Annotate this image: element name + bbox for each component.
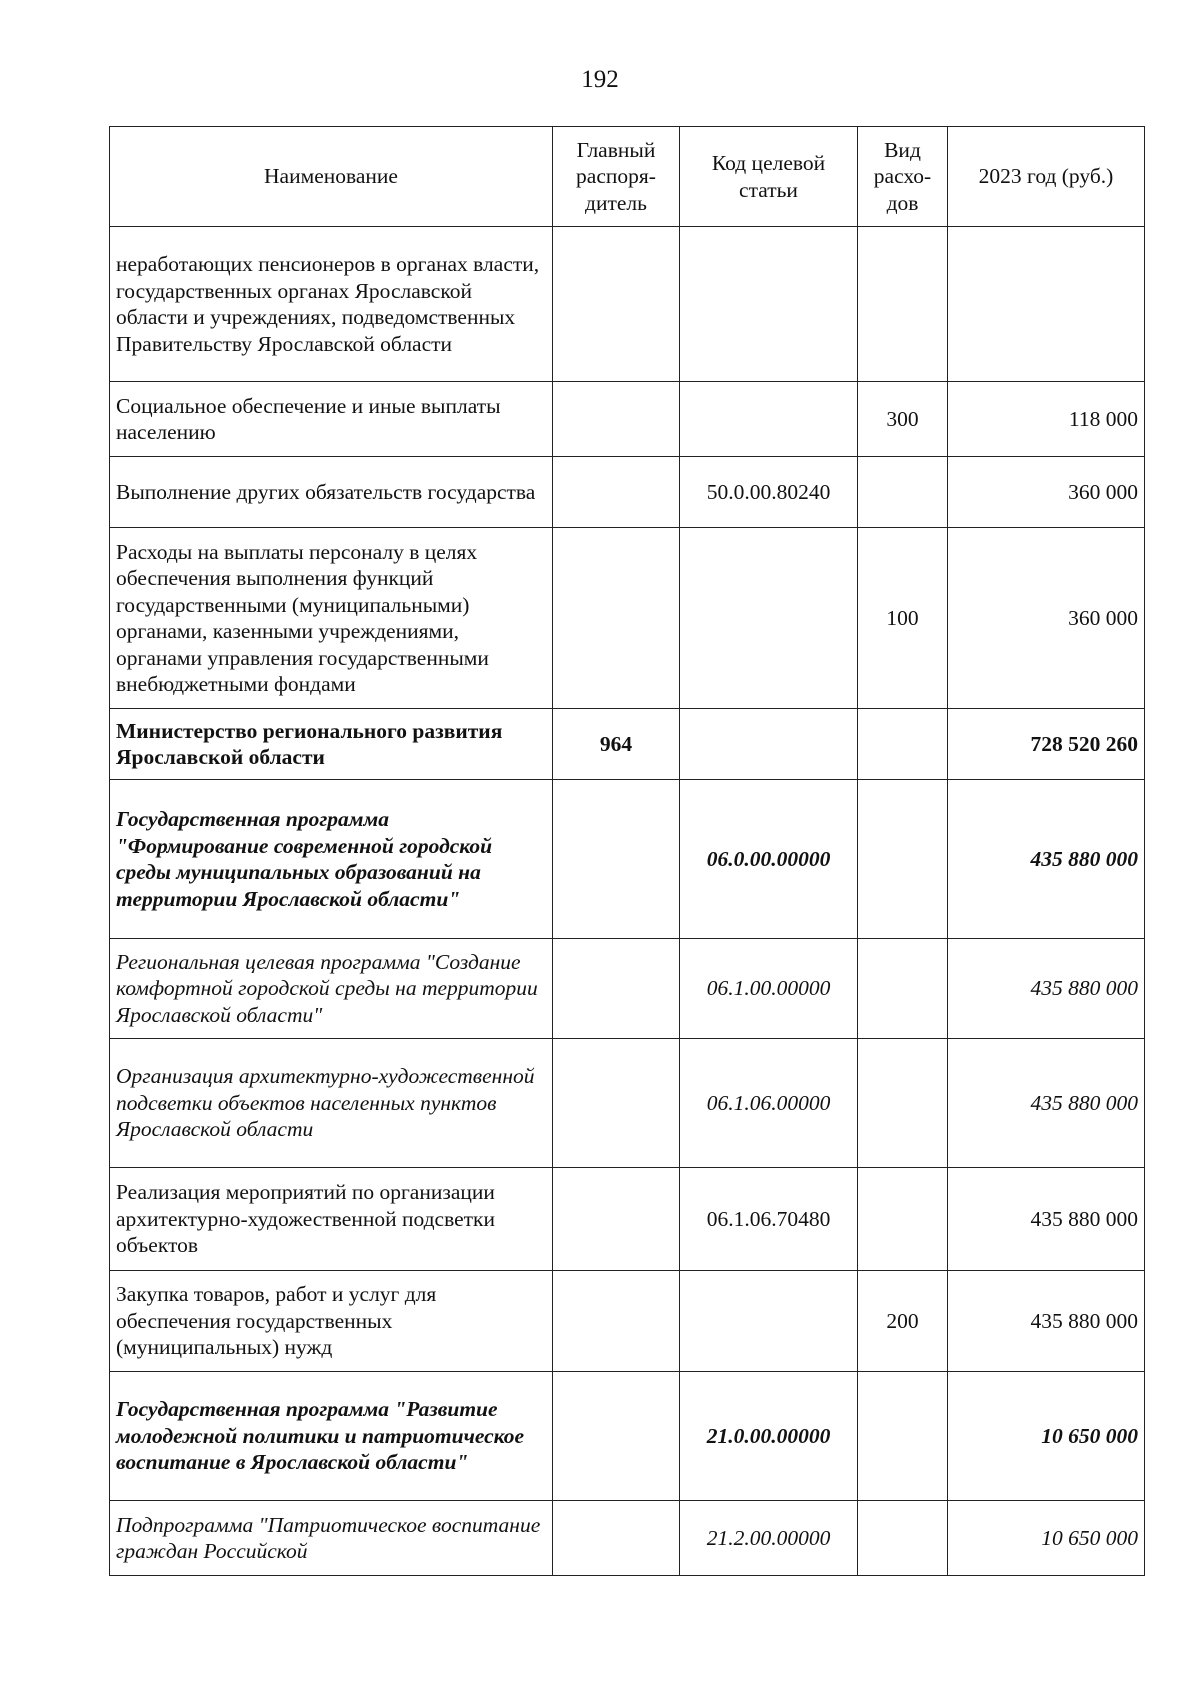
cell-amount (948, 227, 1145, 382)
cell-code (680, 709, 858, 780)
cell-amount: 10 650 000 (948, 1372, 1145, 1501)
cell-name: Социальное обеспечение и иные выплаты населению (110, 382, 553, 457)
cell-grbs (553, 1372, 680, 1501)
cell-name: Выполнение других обязательств государства (110, 457, 553, 528)
cell-code (680, 227, 858, 382)
table-row (110, 1168, 1145, 1271)
cell-grbs (553, 1039, 680, 1168)
cell-vid (858, 780, 948, 939)
header-name: Наименование (110, 127, 553, 227)
cell-vid: 100 (858, 528, 948, 709)
cell-amount: 435 880 000 (948, 780, 1145, 939)
cell-code: 50.0.00.80240 (680, 457, 858, 528)
cell-code (680, 382, 858, 457)
cell-amount: 118 000 (948, 382, 1145, 457)
table-row (110, 780, 1145, 939)
cell-name: Региональная целевая программа "Создание комфортной городской среды на территории Ярославской области" (110, 939, 553, 1039)
cell-vid (858, 1039, 948, 1168)
table-row (110, 382, 1145, 457)
cell-name: Министерство регионального развития Ярославской области (110, 709, 553, 780)
cell-grbs (553, 939, 680, 1039)
header-amount: 2023 год (руб.) (948, 127, 1145, 227)
table-row (110, 1372, 1145, 1501)
table-row (110, 457, 1145, 528)
table-row (110, 1501, 1145, 1576)
cell-name: Организация архитектурно-художественной подсветки объектов населенных пунктов Ярославской области (110, 1039, 553, 1168)
cell-vid (858, 227, 948, 382)
cell-amount: 360 000 (948, 457, 1145, 528)
cell-code (680, 1271, 858, 1372)
cell-vid: 200 (858, 1271, 948, 1372)
table-body (110, 227, 1145, 1576)
cell-amount: 435 880 000 (948, 1271, 1145, 1372)
page-number: 192 (581, 66, 619, 93)
cell-name: Государственная программа "Формирование современной городской среды муниципальных образований на территории Ярославской области" (110, 780, 553, 939)
cell-grbs (553, 227, 680, 382)
cell-grbs (553, 528, 680, 709)
cell-code: 06.1.06.00000 (680, 1039, 858, 1168)
header-vid: Вид расхо-дов (858, 127, 948, 227)
cell-name: Расходы на выплаты персоналу в целях обеспечения выполнения функций государственными (муниципальными) органами, казенными учреждениями, органами управления государственными внебюджетными фондами (110, 528, 553, 709)
table-row (110, 709, 1145, 780)
cell-name: неработающих пенсионеров в органах власти, государственных органах Ярославской области и учреждениях, подведомственных Правительству Ярославской области (110, 227, 553, 382)
cell-grbs (553, 382, 680, 457)
cell-vid (858, 939, 948, 1039)
cell-name: Подпрограмма "Патриотическое воспитание граждан Российской (110, 1501, 553, 1576)
cell-grbs (553, 1501, 680, 1576)
cell-name: Закупка товаров, работ и услуг для обеспечения государственных (муниципальных) нужд (110, 1271, 553, 1372)
table-header-row (110, 127, 1145, 227)
cell-grbs (553, 1271, 680, 1372)
cell-code: 21.2.00.00000 (680, 1501, 858, 1576)
cell-amount: 360 000 (948, 528, 1145, 709)
cell-grbs (553, 780, 680, 939)
table-row (110, 227, 1145, 382)
cell-amount: 435 880 000 (948, 1168, 1145, 1271)
cell-amount: 435 880 000 (948, 939, 1145, 1039)
cell-code: 06.1.06.70480 (680, 1168, 858, 1271)
budget-table (109, 126, 1145, 1576)
cell-vid (858, 1168, 948, 1271)
cell-amount: 728 520 260 (948, 709, 1145, 780)
header-code: Код целевой статьи (680, 127, 858, 227)
cell-code: 06.1.00.00000 (680, 939, 858, 1039)
cell-name: Государственная программа "Развитие молодежной политики и патриотическое воспитание в Ярославской области" (110, 1372, 553, 1501)
cell-code: 06.0.00.00000 (680, 780, 858, 939)
cell-amount: 435 880 000 (948, 1039, 1145, 1168)
cell-code (680, 528, 858, 709)
cell-vid (858, 457, 948, 528)
table-row (110, 1039, 1145, 1168)
cell-vid (858, 1501, 948, 1576)
table-row (110, 939, 1145, 1039)
cell-grbs (553, 457, 680, 528)
cell-grbs: 964 (553, 709, 680, 780)
cell-name: Реализация мероприятий по организации архитектурно-художественной подсветки объектов (110, 1168, 553, 1271)
cell-code: 21.0.00.00000 (680, 1372, 858, 1501)
cell-vid: 300 (858, 382, 948, 457)
table-row (110, 1271, 1145, 1372)
cell-amount: 10 650 000 (948, 1501, 1145, 1576)
header-grbs: Главный распоря-дитель (553, 127, 680, 227)
cell-vid (858, 1372, 948, 1501)
table-row (110, 528, 1145, 709)
cell-vid (858, 709, 948, 780)
cell-grbs (553, 1168, 680, 1271)
